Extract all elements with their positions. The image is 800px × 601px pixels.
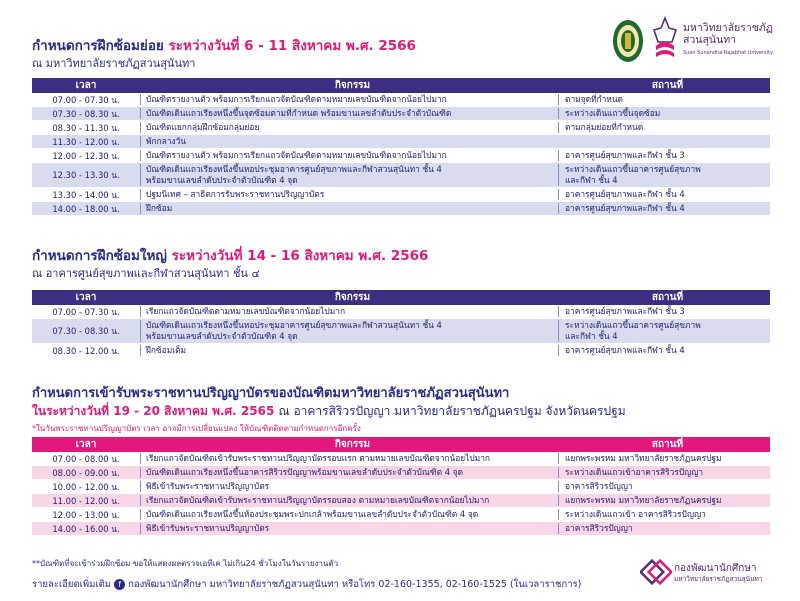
dept-name: กองพัฒนานักศึกษา [674,563,757,574]
col-time-header: เวลา [75,439,97,450]
row-activity: พิธีเข้ารับพระราชทานปริญญาบัตร [140,481,558,492]
row-time: 07.00 - 08.00 น. [52,453,120,464]
table-row [32,344,770,358]
row-location: แยกพระพรหม มหาวิทยาลัยราชภัฏนครปฐม [558,453,770,464]
row-location: แยกพระพรหม มหาวิทยาลัยราชภัฏนครปฐม [558,495,770,506]
row-time: 07.00 - 07.30 น. [52,306,120,317]
table-row [32,319,770,344]
table-header [32,437,770,452]
row-time: 12.30 - 13.30 น. [52,170,120,180]
col-time-header: เวลา [75,80,97,91]
table-row [32,149,770,163]
section1-subtitle: ณ มหาวิทยาลัยราชภัฏสวนสุนันทา [32,57,196,70]
row-location: อาคารศูนย์สุขภาพและกีฬา ชั้น 4 [558,189,770,200]
section2-subtitle: ณ อาคารศูนย์สุขภาพและกีฬาสวนสุนันทา ชั้น ๔ [32,267,260,280]
section3-note: *ในวันพระราชทานปริญญาบัตร เวลา อาจมีการเปลี่ยนแปลง ให้บัณฑิตติดตามกำหนดการอีกครั้ง [32,424,361,433]
row-location: ระหว่างเดินแถวขึ้นจุดซ้อม [558,108,770,119]
row-activity: บัณฑิตรายงานตัว พร้อมการเรียกแถวจัดบัณฑิตตามหมายเลขบัณฑิตจากน้อยไปมาก [140,94,558,105]
section1-title: กำหนดการฝึกซ้อมย่อย ระหว่างวันที่ 6 - 11 สิงหาคม พ.ศ. 2566 [32,38,416,54]
row-activity: เรียกแถวจัดบัณฑิตเข้ารับพระราชทานปริญญาบัตรรอบสอง ตามหมายเลขบัณฑิตจากน้อยไปมาก [140,495,558,506]
table-row [32,188,770,202]
table-row [32,480,770,494]
row-activity: ฝึกซ้อมเต็ม [140,345,558,356]
row-activity: บัณฑิตแยกกลุ่มฝึกซ้อมกลุ่มย่อย [140,122,558,133]
section1-table [32,78,770,216]
row-activity: บัณฑิตเดินแถวเรียงหนึ่งขึ้นอาคารสิริวรปัญญาพร้อมขานเลขลำดับประจำตัวบัณฑิต 4 จุด [140,467,558,478]
row-location: ระหว่างเดินแถวขึ้นอาคารศูนย์สุขภาพ และกีฬา ชั้น 4 [558,164,770,186]
row-activity: บัณฑิตเดินแถวเรียงหนึ่งขึ้นจุดซ้อมตามที่กำหนด พร้อมขานเลขลำดับประจำตัวบัณฑิต [140,108,558,119]
row-activity: พักกลางวัน [140,136,558,147]
table-row [32,452,770,466]
row-location: ตามจุดที่กำหนด [558,94,770,105]
facebook-icon: f [114,579,125,590]
row-activity: พิธีเข้ารับพระราชทานปริญญาบัตร [140,523,558,534]
row-time: 12.00 - 13.00 น. [52,509,120,520]
table-row [32,508,770,522]
table-row [32,494,770,508]
footer-contact [32,577,581,592]
contact-prefix: รายละเอียดเพิ่มเติม [32,579,112,590]
student-affairs-logo [640,556,672,588]
col-activity-header: กิจกรรม [334,292,371,303]
row-time: 10.00 - 12.00 น. [52,481,120,492]
row-location: อาคารศูนย์สุขภาพและกีฬา ชั้น 4 [558,345,770,356]
row-time: 13.30 - 14.00 น. [52,189,120,200]
university-name-en: Suan Sunandha Rajabhat University [683,50,773,56]
row-time: 07.30 - 08.30 น. [52,326,120,336]
section2-title: กำหนดการฝึกซ้อมใหญ่ ระหว่างวันที่ 14 - 16 สิงหาคม พ.ศ. 2566 [32,248,429,264]
table-header [32,290,770,305]
col-time-header: เวลา [75,292,97,303]
row-time: 08.30 - 12.00 น. [52,345,120,356]
table-header [32,78,770,93]
row-location: อาคารสิริวรปัญญา [558,523,770,534]
row-time: 08.30 - 11.30 น. [52,122,120,133]
col-activity-header: กิจกรรม [334,80,371,91]
table-row [32,305,770,319]
col-location-header: สถานที่ [651,439,684,450]
section2-table [32,290,770,358]
col-location-header: สถานที่ [651,80,684,91]
table-row [32,93,770,107]
row-location: ระหว่างเดินแถวขึ้นอาคารศูนย์สุขภาพ และกีฬา ชั้น 4 [558,320,770,342]
dept-subname: มหาวิทยาลัยราชภัฏสวนสุนันทา [674,575,763,583]
row-time: 14.00 - 18.00 น. [52,203,120,214]
row-time: 11.30 - 12.00 น. [52,136,120,147]
row-activity: เรียกแถวจัดบัณฑิตตามหมายเลขบัณฑิตจากน้อยไปมาก [140,306,558,317]
row-location: อาคารสิริวรปัญญา [558,481,770,492]
row-time: 12.00 - 12.30 น. [52,150,120,161]
row-activity: บัณฑิตเดินแถวเรียงหนึ่งขึ้นหอประชุมอาคารศูนย์สุขภาพและกีฬาสวนสุนันทา ชั้น 4 พร้อมขานเลขลำดับประจำตัวบัณฑิต 4 จุด [140,164,558,186]
section3-title2: ในระหว่างวันที่ 19 - 20 สิงหาคม พ.ศ. 2565 ณ อาคารสิริวรปัญญา มหาวิทยาลัยราชภัฏนครปฐม จังหวัดนครปฐม [32,404,626,418]
row-time: 14.00 - 16.00 น. [52,523,120,534]
contact-text: กองพัฒนานักศึกษา มหาวิทยาลัยราชภัฏสวนสุนันทา หรือโทร 02-160-1355, 02-160-1525 (ในเวลาราชการ) [128,579,582,590]
row-time: 08.00 - 09.00 น. [52,467,120,478]
row-time: 11.00 - 12.00 น. [52,495,120,506]
table-row [32,107,770,121]
table-row [32,135,770,149]
table-row [32,121,770,135]
section3-table [32,437,770,536]
row-location: ระหว่างเดินแถวเข้า อาคารสิริวรปัญญา [558,509,770,520]
table-row [32,163,770,188]
col-location-header: สถานที่ [651,292,684,303]
row-time: 07.00 - 07.30 น. [52,94,120,105]
row-activity: บัณฑิตรายงานตัว พร้อมการเรียกแถวจัดบัณฑิตตามหมายเลขบัณฑิตจากน้อยไปมาก [140,150,558,161]
footer-note: **บัณฑิตที่จะเข้าร่วมฝึกซ้อม ขอให้แสดงผลตรวจเอทีเค ไม่เกิน24 ชั่วโมงในวันรายงานตัว [32,559,339,568]
col-activity-header: กิจกรรม [334,439,371,450]
section3-title: กำหนดการเข้ารับพระราชทานปริญญาบัตรของบัณฑิตมหาวิทยาลัยราชภัฏสวนสุนันทา [32,386,510,401]
row-location: ระหว่างเดินแถวเข้าอาคารสิริวรปัญญา [558,467,770,478]
row-location: ตามกลุ่มย่อยที่กำหนด [558,122,770,133]
row-location: อาคารศูนย์สุขภาพและกีฬา ชั้น 4 [558,203,770,214]
row-time: 07.30 - 08.30 น. [52,108,120,119]
row-location: อาคารศูนย์สุขภาพและกีฬา ชั้น 3 [558,306,770,317]
row-activity: บัณฑิตเดินแถวเรียงหนึ่งขึ้นห้องประชุมพระปกเกล้าพร้อมขานเลขลำดับประจำตัวบัณฑิต 4 จุด [140,509,558,520]
university-seal-logo [612,18,644,64]
row-activity: เรียกแถวจัดบัณฑิตเข้ารับพระราชทานปริญญาบัตรรอบแรก ตามหมายเลขบัณฑิตจากน้อยไปมาก [140,453,558,464]
university-name: มหาวิทยาลัยราชภัฏ สวนสุนันทา [683,22,773,46]
table-row [32,466,770,480]
row-activity: ฝึกซ้อม [140,203,558,214]
row-activity: ปฐมนิเทศ – สาธิตการรับพระราชทานปริญญาบัตร [140,189,558,200]
table-row [32,202,770,216]
row-activity: บัณฑิตเดินแถวเรียงหนึ่งขึ้นหอประชุมอาคารศูนย์สุขภาพและกีฬาสวนสุนันทา ชั้น 4 พร้อมขานเลขลำดับประจำตัวบัณฑิต 4 จุด [140,320,558,342]
table-row [32,522,770,536]
ssru-crown-logo [650,16,680,60]
row-location: อาคารศูนย์สุขภาพและกีฬา ชั้น 3 [558,150,770,161]
